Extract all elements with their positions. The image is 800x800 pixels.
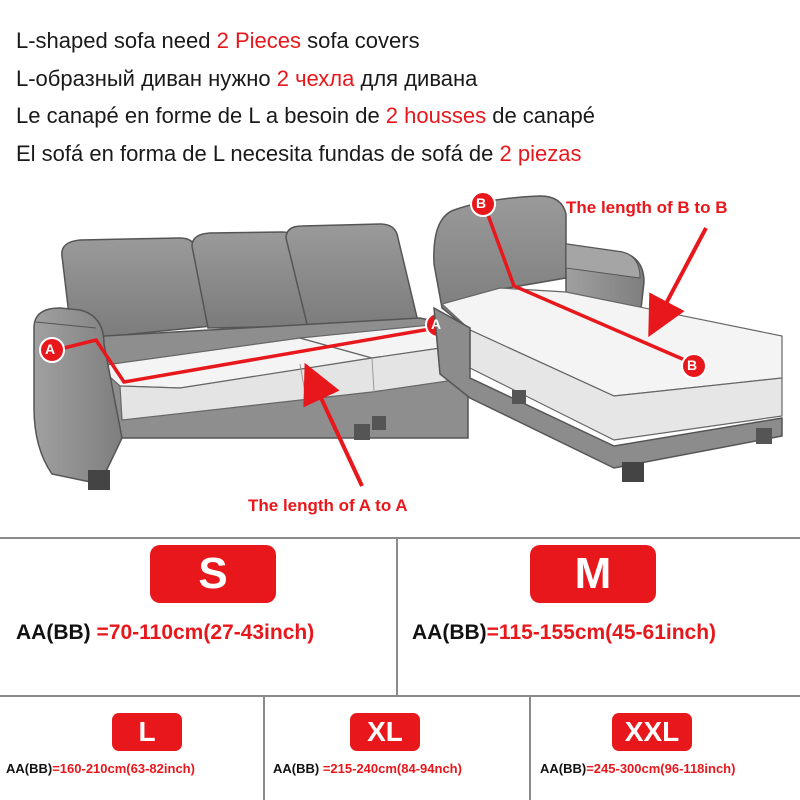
size-badge-l: L	[112, 713, 182, 751]
length-b-label: The length of B to B	[566, 198, 728, 217]
length-a-label: The length of A to A	[248, 496, 408, 515]
right-sofa	[433, 192, 782, 482]
aa-label: AA(BB)	[16, 621, 91, 644]
header-line-english	[16, 22, 786, 60]
range-text: =215-240cm(84-94nch)	[322, 761, 462, 776]
header-text: sofa covers	[301, 28, 420, 53]
header-line-russian	[16, 60, 786, 98]
aa-label: AA(BB)	[412, 621, 487, 644]
marker-a-left: A	[45, 341, 56, 357]
header-text: L-образный диван нужно	[16, 65, 277, 91]
aa-label: AA(BB)	[6, 761, 53, 776]
aa-label: AA(BB)	[540, 761, 587, 776]
range-text: =70-110cm(27-43inch)	[96, 621, 315, 644]
sofa-illustration	[0, 178, 800, 538]
header-highlight: 2 piezas	[499, 140, 582, 166]
header-highlight: 2 housses	[385, 103, 487, 128]
left-sofa	[34, 224, 468, 490]
size-range-xxl	[540, 761, 735, 776]
marker-b-top: B	[476, 195, 487, 211]
header-text-block	[16, 22, 786, 172]
header-text: El sofá en forma de L necesita fundas de sofá de	[16, 140, 500, 166]
header-text: Le canapé en forme de L a besoin de	[16, 103, 386, 128]
header-text: для дивана	[354, 65, 478, 91]
size-badge-m: M	[530, 545, 656, 603]
divider	[0, 537, 800, 539]
size-range-xl	[273, 761, 462, 776]
range-text: =245-300cm(96-118inch)	[586, 761, 736, 776]
sofa-diagram	[0, 178, 800, 538]
size-chart	[0, 537, 800, 800]
marker-b-bottom: B	[687, 357, 698, 373]
divider	[0, 695, 800, 697]
size-badge-s: S	[150, 545, 276, 603]
header-line-french	[16, 97, 786, 135]
header-line-spanish	[16, 135, 786, 173]
divider	[396, 537, 398, 695]
range-text: =115-155cm(45-61inch)	[486, 621, 717, 644]
header-highlight: 2 Pieces	[216, 28, 301, 53]
size-range-s	[16, 621, 314, 645]
size-badge-xxl: XXL	[612, 713, 692, 751]
header-text: de canapé	[486, 103, 595, 128]
range-text: =160-210cm(63-82inch)	[52, 761, 195, 776]
size-range-l	[6, 761, 195, 776]
divider	[529, 695, 531, 800]
size-range-m	[412, 621, 716, 645]
aa-label: AA(BB)	[273, 761, 320, 776]
size-badge-xl: XL	[350, 713, 420, 751]
divider	[263, 695, 265, 800]
marker-a-right: A	[431, 316, 442, 332]
header-highlight: 2 чехла	[276, 65, 355, 91]
header-text: L-shaped sofa need	[16, 28, 217, 53]
